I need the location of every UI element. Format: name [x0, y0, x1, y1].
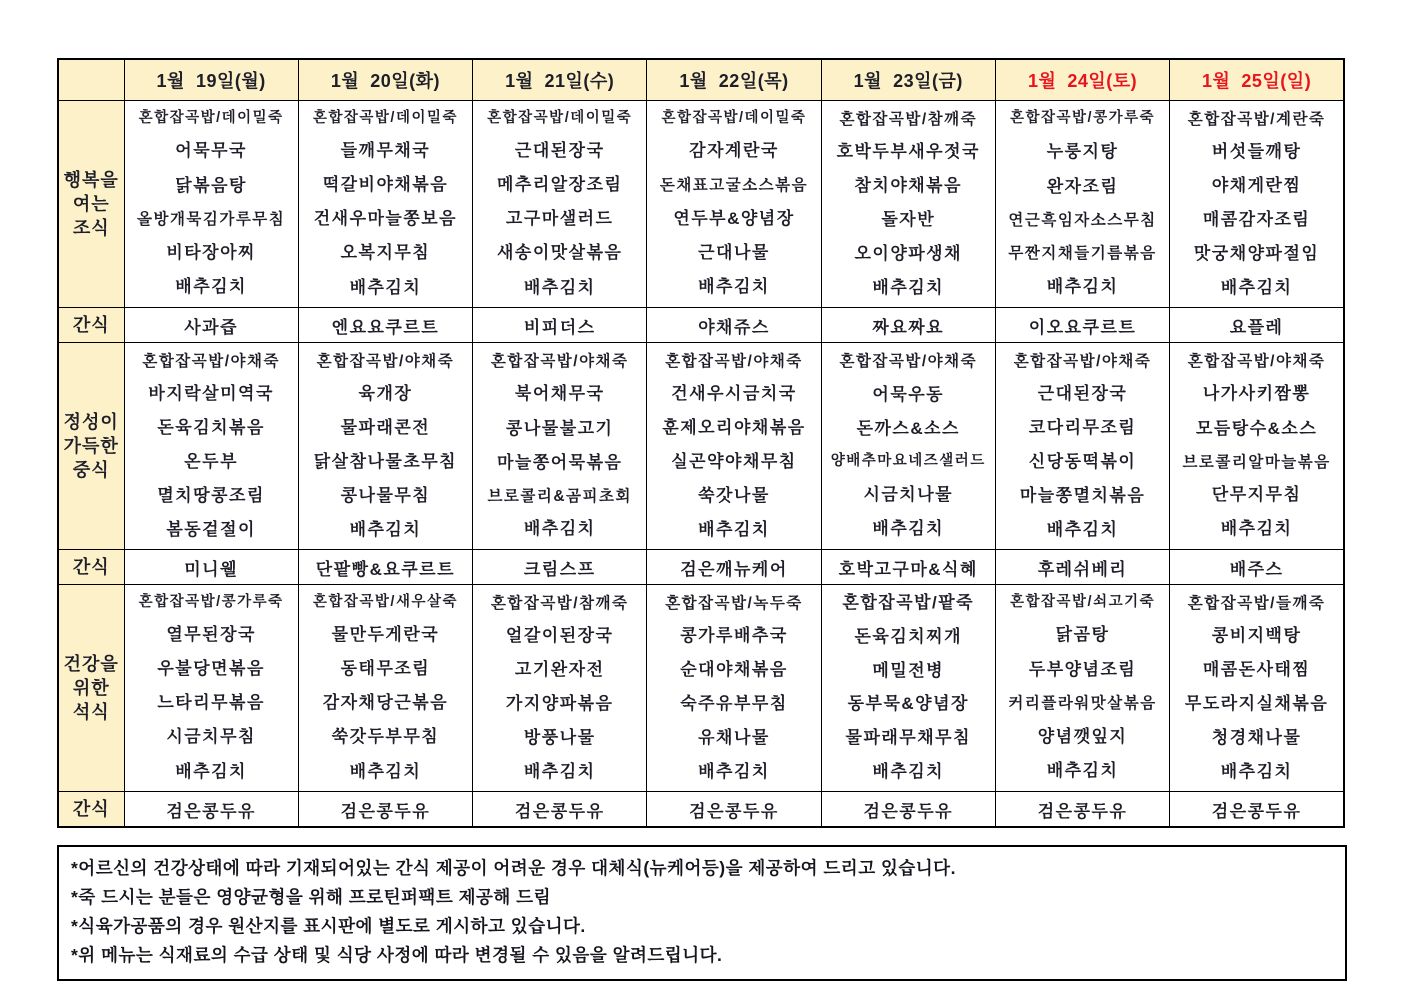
snack-item: 검은깨뉴케어 — [680, 559, 788, 579]
menu-item: 배추김치 — [698, 761, 770, 781]
snack-cell — [124, 550, 298, 585]
row-label-line: 정성이 — [63, 412, 119, 432]
menu-item: 돈육김치볶음 — [157, 417, 265, 437]
menu-item: 바지락살미역국 — [148, 383, 274, 403]
snack-cell — [473, 550, 647, 585]
snack-cell — [1170, 792, 1344, 828]
snack-item: 크림스프 — [523, 559, 596, 579]
menu-item: 떡갈비야채볶음 — [322, 175, 449, 195]
menu-item: 혼합잡곡밥/야채죽 — [142, 352, 280, 370]
menu-item: 매콤감자조림 — [1202, 209, 1311, 229]
menu-item: 두부양념조림 — [1028, 659, 1137, 679]
menu-item: 배추김치 — [175, 277, 247, 297]
menu-item: 혼합잡곡밥/야채죽 — [1187, 352, 1326, 370]
menu-item: 배추김치 — [349, 277, 422, 297]
note-line: *식육가공품의 경우 원산지를 표시판에 별도로 게시하고 있습니다. — [71, 916, 586, 936]
menu-item: 얼갈이된장국 — [505, 625, 614, 645]
note-line: *죽 드시는 분들은 영양균형을 위해 프로틴퍼팩트 제공해 드림 — [71, 887, 551, 907]
meal-plan-table — [57, 58, 1345, 828]
menu-item: 연두부&양념장 — [673, 208, 795, 228]
menu-item: 쑥갓두부무침 — [331, 727, 440, 747]
menu-item: 북어채무국 — [514, 384, 605, 404]
menu-item: 열무된장국 — [166, 625, 256, 645]
menu-item: 혼합잡곡밥/데이밀죽 — [487, 109, 633, 126]
menu-item: 브로콜리&곰피초회 — [487, 487, 632, 505]
menu-cell — [647, 585, 821, 792]
day-header: 1월 22일(목) — [647, 59, 821, 101]
snack-cell — [124, 308, 298, 343]
menu-item: 혼합잡곡밥/야채죽 — [665, 352, 803, 370]
row-label-line: 간식 — [72, 315, 110, 335]
menu-item: 오이양파생채 — [854, 243, 963, 263]
menu-item: 온두부 — [184, 451, 239, 471]
menu-item: 혼합잡곡밥/데이밀죽 — [138, 109, 284, 126]
menu-item: 혼합잡곡밥/야채죽 — [490, 352, 629, 370]
menu-item: 신당동떡볶이 — [1028, 451, 1137, 471]
row-label-line: 석식 — [72, 702, 110, 722]
menu-item: 콩나물불고기 — [505, 418, 614, 438]
menu-cell — [473, 585, 647, 792]
menu-item: 건새우시금치국 — [671, 383, 797, 403]
menu-item: 물만두게란국 — [331, 625, 440, 645]
menu-cell — [1170, 585, 1344, 792]
menu-item: 나가사키짬뽕 — [1202, 384, 1311, 404]
day-header: 1월 21일(수) — [473, 59, 647, 101]
menu-item: 훈제오리야채볶음 — [662, 417, 806, 437]
snack-item: 검은콩두유 — [689, 801, 779, 821]
snack-item: 검은콩두유 — [1037, 801, 1128, 821]
menu-cell — [821, 343, 995, 550]
menu-item: 가지양파볶음 — [505, 693, 614, 713]
snack-cell — [473, 308, 647, 343]
menu-item: 혼합잡곡밥/데이밀죽 — [312, 109, 458, 126]
menu-item: 고구마샐러드 — [505, 209, 614, 229]
menu-item: 코다리무조림 — [1028, 417, 1137, 437]
menu-item: 고기완자전 — [514, 659, 605, 679]
snack-cell — [298, 550, 472, 585]
row-label-line: 중식 — [72, 460, 110, 480]
row-label — [58, 792, 124, 828]
menu-item: 메추리알장조림 — [496, 175, 623, 195]
snack-item: 후레쉬베리 — [1037, 559, 1128, 579]
menu-item: 어묵무국 — [175, 141, 247, 161]
row-label — [58, 101, 124, 308]
row-label-line: 여는 — [72, 194, 110, 214]
day-header: 1월 24일(토) — [995, 59, 1169, 101]
row-label-line: 행복을 — [63, 170, 119, 190]
snack-cell — [647, 792, 821, 828]
snack-item: 배주스 — [1229, 559, 1284, 579]
menu-item: 혼합잡곡밥/데이밀죽 — [661, 109, 807, 126]
menu-cell — [647, 101, 821, 308]
menu-item: 무짠지채들기름볶음 — [1008, 245, 1157, 263]
menu-item: 단무지무침 — [1211, 485, 1302, 505]
menu-cell — [995, 585, 1169, 792]
menu-item: 봄동겉절이 — [166, 519, 256, 539]
menu-item: 들깨무채국 — [340, 141, 431, 161]
menu-item: 새송이맛살볶음 — [496, 243, 623, 263]
menu-item: 근대된장국 — [1037, 383, 1128, 403]
menu-item: 혼합잡곡밥/녹두죽 — [665, 594, 803, 612]
snack-item: 단팥빵&요쿠르트 — [315, 559, 456, 579]
snack-cell — [124, 792, 298, 828]
snack-cell — [647, 550, 821, 585]
row-label — [58, 550, 124, 585]
menu-item: 감자채당근볶음 — [322, 693, 449, 713]
menu-item: 배추김치 — [349, 519, 422, 539]
menu-item: 마늘쫑멸치볶음 — [1019, 485, 1146, 505]
menu-item: 돈채표고굴소스볶음 — [659, 176, 809, 194]
menu-item: 우불당면볶음 — [157, 659, 265, 679]
menu-cell — [473, 343, 647, 550]
row-label-line: 간식 — [72, 557, 110, 577]
menu-cell — [647, 343, 821, 550]
menu-item: 혼합잡곡밥/야채죽 — [316, 352, 455, 370]
snack-item: 요플레 — [1229, 317, 1284, 337]
menu-item: 방풍나물 — [523, 727, 596, 747]
menu-item: 배추김치 — [349, 761, 422, 781]
menu-item: 배추김치 — [872, 519, 945, 539]
snack-item: 미니웰 — [184, 559, 239, 579]
menu-item: 쑥갓나물 — [698, 485, 770, 505]
snack-cell — [298, 792, 472, 828]
menu-cell — [1170, 343, 1344, 550]
menu-item: 호박두부새우젓국 — [836, 141, 980, 161]
menu-item: 양념깻잎지 — [1037, 727, 1128, 747]
snack-cell — [995, 308, 1169, 343]
menu-item: 맛궁채양파절임 — [1193, 243, 1320, 263]
row-label — [58, 308, 124, 343]
menu-item: 시금치나물 — [863, 485, 954, 505]
menu-item: 닭살참나물초무침 — [313, 451, 458, 471]
menu-item: 배추김치 — [1220, 761, 1293, 781]
menu-item: 배추김치 — [698, 277, 770, 297]
menu-cell — [298, 101, 472, 308]
menu-item: 배추김치 — [1046, 761, 1119, 781]
menu-item: 청경채나물 — [1211, 727, 1302, 747]
snack-cell — [647, 308, 821, 343]
day-header: 1월 20일(화) — [298, 59, 472, 101]
menu-item: 배추김치 — [175, 761, 247, 781]
row-label-line: 건강을 — [63, 654, 119, 674]
row-label-line: 위한 — [72, 678, 110, 698]
menu-item: 숙주유부무침 — [680, 693, 788, 713]
menu-item: 누룽지탕 — [1046, 141, 1119, 161]
menu-cell — [995, 101, 1169, 308]
menu-item: 닭곰탕 — [1055, 625, 1110, 645]
menu-cell — [124, 585, 298, 792]
menu-item: 동부묵&양념장 — [847, 694, 969, 714]
menu-item: 배추김치 — [872, 277, 945, 297]
row-label — [58, 343, 124, 550]
menu-cell — [124, 343, 298, 550]
menu-item: 배추김치 — [523, 761, 596, 781]
menu-item: 매콤돈사태찜 — [1202, 659, 1311, 679]
snack-item: 검은콩두유 — [1211, 801, 1302, 821]
menu-item: 마늘쫑어묵볶음 — [496, 452, 623, 472]
menu-item: 혼합잡곡밥/새우살죽 — [312, 593, 458, 610]
row-label-line: 가득한 — [63, 436, 119, 456]
menu-item: 완자조림 — [1046, 176, 1119, 196]
snack-item: 검은콩두유 — [863, 801, 954, 821]
menu-item: 무도라지실채볶음 — [1184, 693, 1329, 713]
menu-item: 배추김치 — [523, 277, 596, 297]
snack-item: 비피더스 — [523, 317, 596, 337]
menu-item: 배추김치 — [1046, 519, 1119, 539]
menu-item: 버섯들깨탕 — [1211, 141, 1302, 161]
day-header: 1월 19일(월) — [124, 59, 298, 101]
snack-item: 사과즙 — [184, 317, 239, 337]
menu-item: 콩가루배추국 — [680, 625, 788, 645]
menu-item: 동태무조림 — [340, 659, 431, 679]
day-header: 1월 25일(일) — [1170, 59, 1344, 101]
menu-cell — [821, 585, 995, 792]
row-label-line: 간식 — [72, 799, 110, 819]
snack-cell — [821, 792, 995, 828]
menu-item: 육개장 — [358, 383, 413, 403]
menu-item: 느타리무볶음 — [157, 693, 265, 713]
menu-item: 돈까스&소스 — [856, 418, 960, 438]
menu-item: 배추김치 — [1220, 519, 1293, 539]
menu-item: 배추김치 — [872, 761, 945, 781]
snack-cell — [995, 792, 1169, 828]
menu-item: 배추김치 — [1220, 277, 1293, 297]
menu-item: 콩나물무침 — [340, 485, 431, 505]
notes-box — [57, 845, 1347, 981]
day-header: 1월 23일(금) — [821, 59, 995, 101]
menu-item: 혼합잡곡밥/콩가루죽 — [138, 593, 284, 610]
menu-cell — [995, 343, 1169, 550]
snack-item: 검은콩두유 — [340, 801, 431, 821]
snack-item: 이오요쿠르트 — [1028, 317, 1137, 337]
menu-item: 참치야채볶음 — [854, 175, 963, 195]
menu-item: 혼합잡곡밥/팥죽 — [842, 593, 975, 613]
menu-item: 물파래콘전 — [340, 417, 431, 437]
menu-item: 혼합잡곡밥/참깨죽 — [490, 594, 629, 612]
menu-item: 건새우마늘쫑보음 — [313, 209, 458, 229]
menu-item: 시금치무침 — [166, 727, 256, 747]
menu-item: 비타장아찌 — [166, 243, 256, 263]
meal-plan-sheet — [57, 58, 1345, 981]
menu-cell — [124, 101, 298, 308]
menu-item: 메밀전병 — [872, 660, 945, 680]
note-line: *어르신의 건강상태에 따라 기재되어있는 간식 제공이 어려운 경우 대체식(뉴케어등)을 제공하여 드리고 있습니다. — [71, 858, 956, 878]
menu-cell — [298, 343, 472, 550]
menu-item: 감자계란국 — [689, 141, 779, 161]
snack-cell — [298, 308, 472, 343]
menu-item: 혼합잡곡밥/야채죽 — [839, 352, 978, 370]
snack-cell — [995, 550, 1169, 585]
menu-cell — [473, 101, 647, 308]
snack-item: 호박고구마&식혜 — [838, 559, 978, 579]
menu-item: 돌자반 — [881, 209, 936, 229]
snack-cell — [1170, 308, 1344, 343]
menu-item: 혼합잡곡밥/계란죽 — [1187, 110, 1326, 128]
menu-item: 오복지무침 — [340, 243, 431, 263]
snack-item: 야채쥬스 — [698, 317, 770, 337]
menu-item: 배추김치 — [698, 519, 770, 539]
menu-item: 순대야채볶음 — [680, 659, 788, 679]
menu-item: 배추김치 — [523, 519, 596, 539]
menu-item: 혼합잡곡밥/들깨죽 — [1187, 594, 1326, 612]
menu-item: 유채나물 — [698, 727, 770, 747]
menu-item: 혼합잡곡밥/쇠고기죽 — [1010, 593, 1156, 610]
snack-cell — [821, 308, 995, 343]
menu-item: 근대나물 — [698, 243, 770, 263]
menu-item: 닭볶음탕 — [175, 175, 247, 195]
menu-item: 배추김치 — [1046, 277, 1119, 297]
menu-item: 연근흑임자소스무침 — [1008, 212, 1157, 230]
corner-cell — [58, 59, 124, 101]
menu-item: 혼합잡곡밥/콩가루죽 — [1010, 109, 1156, 126]
menu-cell — [1170, 101, 1344, 308]
menu-item: 커리플라워맛살볶음 — [1008, 695, 1157, 713]
menu-item: 올방개묵김가루무침 — [137, 211, 286, 229]
menu-cell — [821, 101, 995, 308]
menu-item: 야채게란찜 — [1211, 175, 1302, 195]
note-line: *위 메뉴는 식재료의 수급 상태 및 식당 사정에 따라 변경될 수 있음을 알려드립니다. — [71, 945, 723, 965]
menu-item: 콩비지백탕 — [1211, 625, 1302, 645]
menu-item: 양배추마요네즈샐러드 — [830, 453, 986, 470]
menu-item: 모듬탕수&소스 — [1195, 418, 1318, 438]
snack-item: 검은콩두유 — [166, 801, 256, 821]
menu-item: 혼합잡곡밥/참깨죽 — [839, 110, 978, 128]
snack-item: 검은콩두유 — [514, 801, 605, 821]
snack-cell — [1170, 550, 1344, 585]
snack-item: 짜요짜요 — [872, 317, 945, 337]
row-label-line: 조식 — [72, 218, 110, 238]
row-label — [58, 585, 124, 792]
menu-item: 물파래무채무침 — [845, 728, 971, 748]
snack-item: 엔요요쿠르트 — [331, 317, 440, 337]
menu-item: 근대된장국 — [514, 141, 605, 161]
menu-item: 실곤약야채무침 — [671, 451, 797, 471]
menu-item: 돈육김치찌개 — [854, 627, 963, 647]
menu-cell — [298, 585, 472, 792]
menu-item: 혼합잡곡밥/야채죽 — [1013, 352, 1152, 370]
menu-item: 멸치땅콩조림 — [157, 485, 265, 505]
snack-cell — [821, 550, 995, 585]
menu-item: 어묵우동 — [872, 384, 945, 404]
menu-item: 브로콜리알마늘볶음 — [1182, 453, 1331, 471]
snack-cell — [473, 792, 647, 828]
